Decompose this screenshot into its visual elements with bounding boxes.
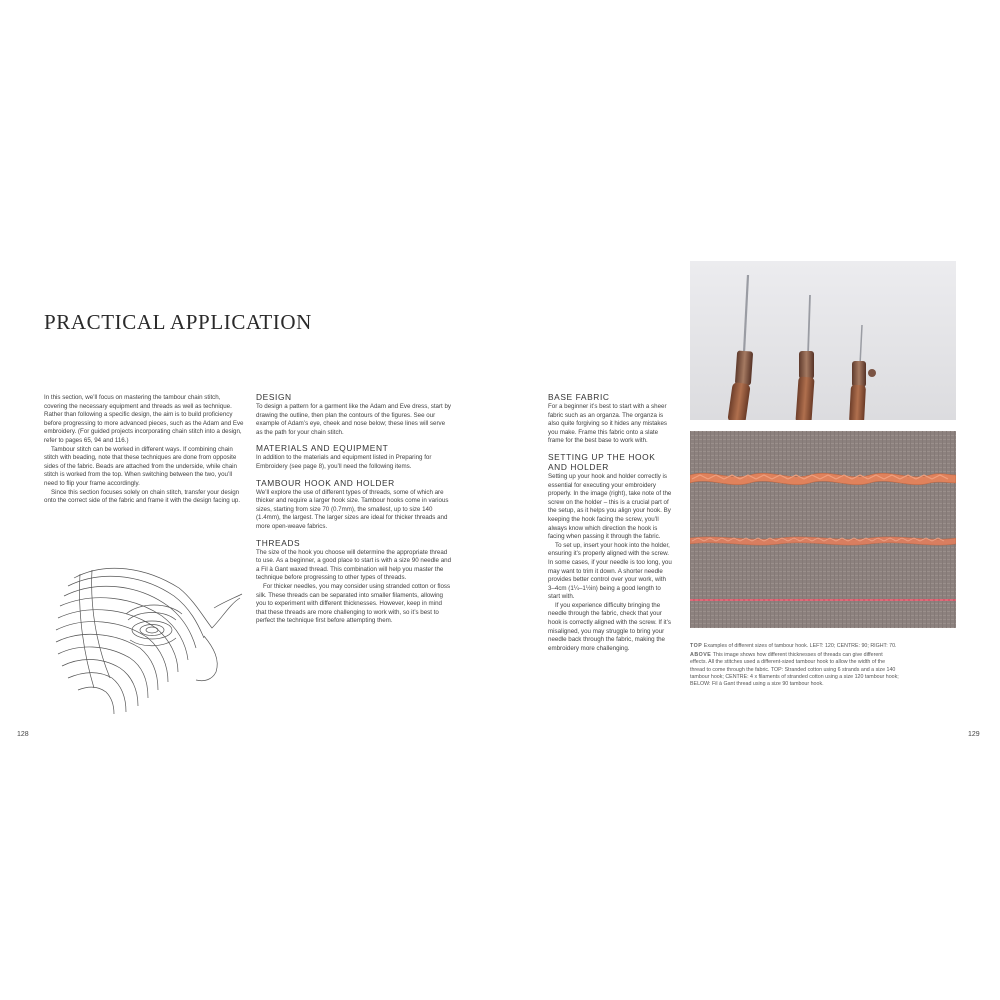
caption-top: [690, 643, 900, 650]
page-title: PRACTICAL APPLICATION: [44, 310, 312, 334]
section-paragraph: The size of the hook you choose will determine the appropriate thread to use. As a beginner, a good place to start is with a size 90 needle and a Fil à Gant waxed thread. This combination will help you master the technique before progressing to other types of threads.: [256, 548, 452, 582]
chain-stitch-fabric-photo: [690, 431, 956, 628]
section-paragraph: If you experience difficulty bringing the needle through the fabric, check that your hook is correctly aligned with the screw. If it’s misaligned, you may struggle to bring your needle back through the fabric, making the embroidery more challenging.: [548, 601, 671, 652]
caption-text: This image shows how different thicknesses of threads can give different effects. All the stitches used a different-sized tambour hook to allow the width of the thread to come through the fabric. TOP: Stranded cotton using 6 strands and a size 140 tambour hook; CENTRE: 4 x filaments of stranded cotton using a size 120 tambour hook; BELOW: Fil à Gant thread using a size 90 tambour hook.: [690, 652, 899, 688]
design-section: [256, 392, 452, 437]
section-heading: TAMBOUR HOOK AND HOLDER: [256, 477, 395, 488]
hook-setup-section: [548, 452, 672, 653]
section-paragraph: Setting up your hook and holder correctly is essential for executing your embroidery properly. In the image (right), take note of the screw on the holder – this is a crucial part of the setup, as it helps you align your hook. By keeping the hook facing the screw, you’ll always know which direction the hook is facing when passing it through the fabric.: [548, 472, 672, 541]
hook-section: [256, 478, 452, 532]
materials-section: [256, 443, 452, 471]
left-text-column: [256, 392, 452, 626]
intro-paragraph: In this section, we’ll focus on mastering the tambour chain stitch, covering the necessary equipment and threads as well as technique. Rather than following a specific design, the aim is to build proficiency before progressing to more advanced pieces, such as the Adam and Eve embroidery. (For guided projects incorporating chain stitch into a design, refer to pages 65, 94 and 116.): [44, 394, 244, 444]
section-paragraph: We’ll explore the use of different types of threads, some of which are thicker and require a larger hook size. Tambour hooks come in various sizes, starting from size 70 (0.7mm), the smallest, up to size 140 (1.4mm), the largest. The larger sizes are ideal for thicker threads and more open-weave fabrics.: [256, 488, 449, 530]
page-number: 129: [968, 731, 980, 738]
section-heading: MATERIALS AND EQUIPMENT: [256, 443, 389, 454]
section-paragraph: To design a pattern for a garment like the Adam and Eve dress, start by drawing the outline, then plan the contours of the figures. See our example of Adam’s eye, cheek and nose below; these lines will serve as the path for your chain stitch.: [256, 403, 452, 436]
caption-above: [690, 652, 900, 688]
section-heading: THREADS: [256, 537, 301, 548]
section-heading: DESIGN: [256, 392, 292, 402]
caption-label: TOP: [690, 643, 703, 649]
eye-cheek-nose-line-drawing: [44, 548, 244, 718]
intro-paragraph: Since this section focuses solely on chain stitch, transfer your design onto the correct side of the fabric and frame it with the design facing up.: [44, 488, 241, 505]
caption-label: ABOVE: [690, 652, 712, 659]
section-paragraph: For a beginner it’s best to start with a sheer fabric such as an organza. The organza is also quite forgiving so it hides any mistakes you make. Frame this fabric onto a slate frame for the best base to work with.: [548, 403, 667, 445]
base-fabric-section: [548, 392, 672, 446]
section-paragraph: To set up, insert your hook into the holder, ensuring it’s properly aligned with the screw. In some cases, if your needle is too long, you may want to trim it down. A shorter needle provides better control over your work, with 3–4cm (1¼–1½in) being a good length to start with.: [548, 541, 672, 601]
tambour-hooks-photo: [690, 261, 956, 420]
photo-captions: [690, 643, 900, 688]
intro-paragraph: Tambour stitch can be worked in different ways. If combining chain stitch with beading, note that these techniques are done from opposite sides of the fabric. Beads are attached from the underside, while chain stitch is worked from the top. When switching between the two, you’ll need to flip your frame accordingly.: [44, 445, 237, 487]
section-heading: BASE FABRIC: [548, 392, 610, 402]
intro-column: [44, 394, 244, 506]
section-paragraph: For thicker needles, you may consider using stranded cotton or floss silk. These threads can be separated into smaller filaments, allowing you to experiment with different thicknesses. However, keep in mind that these threads are more challenging to work with, so it’s best to perfect the technique first before attempting them.: [256, 582, 451, 625]
caption-text: Examples of different sizes of tambour hook. LEFT: 120; CENTRE: 90; RIGHT: 70.: [703, 643, 897, 649]
threads-section: [256, 538, 452, 626]
page-number: 128: [17, 731, 29, 738]
section-paragraph: In addition to the materials and equipment listed in Preparing for Embroidery (see page 8), you’ll need the following items.: [256, 454, 432, 470]
right-text-column: [548, 392, 672, 653]
section-heading: SETTING UP THE HOOK AND HOLDER: [548, 451, 656, 472]
